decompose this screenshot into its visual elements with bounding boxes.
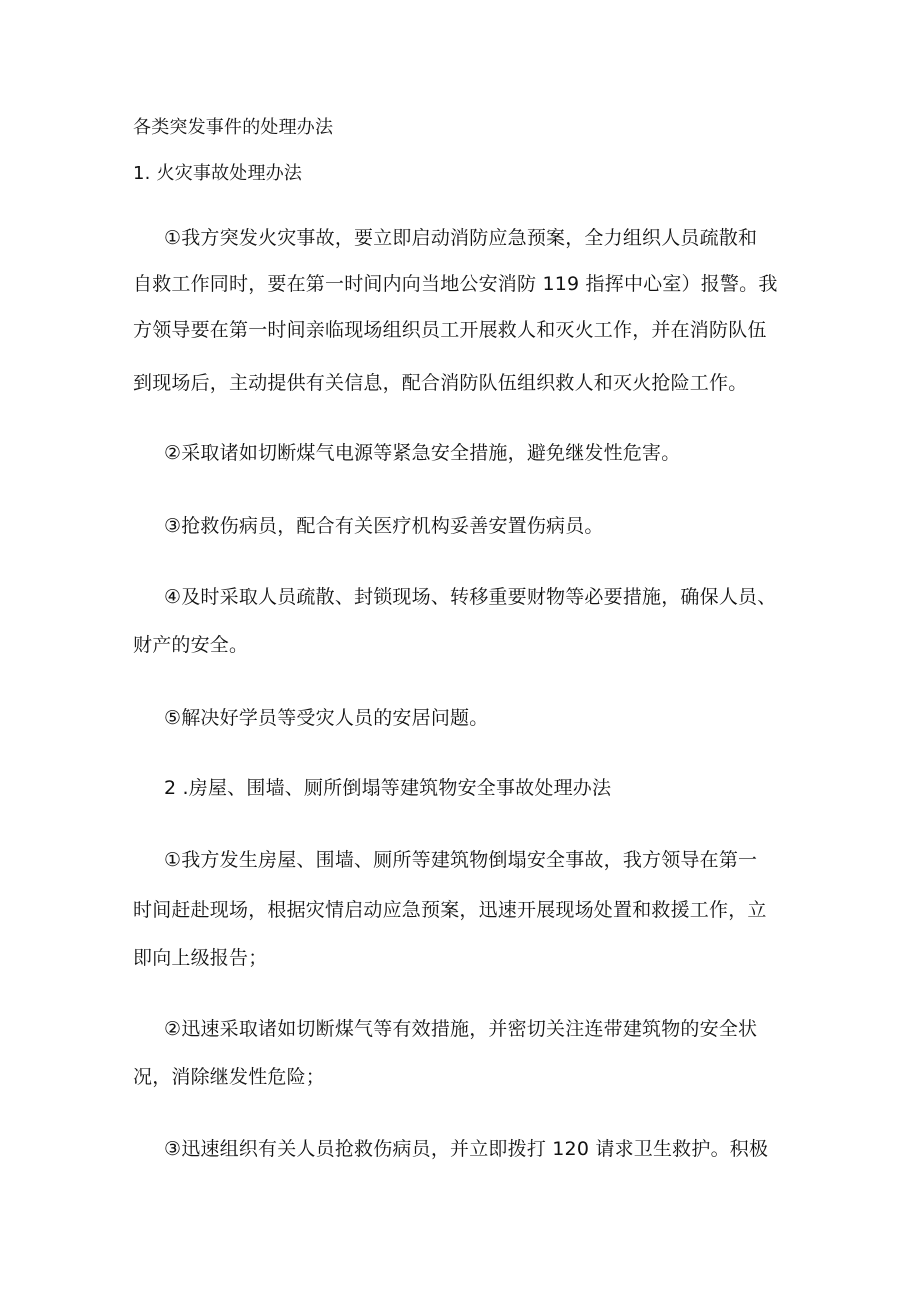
section-2-paragraph-3-line-1: ③迅速组织有关人员抢救伤病员，并立即拨打 120 请求卫生救护。积极	[164, 1138, 769, 1160]
section-1-paragraph-5: ⑤解决好学员等受灾人员的安居问题。	[164, 707, 489, 729]
section-1-heading: 1. 火灾事故处理办法	[133, 163, 303, 184]
section-2-paragraph-1-line-3: 即向上级报告；	[133, 947, 268, 969]
section-2-paragraph-1-line-2: 时间赶赴现场，根据灾情启动应急预案，迅速开展现场处置和救援工作，立	[133, 899, 767, 921]
document-title: 各类突发事件的处理办法	[133, 117, 334, 138]
section-1-paragraph-1-line-4: 到现场后，主动提供有关信息，配合消防队伍组织救人和灭火抢险工作。	[133, 372, 748, 394]
section-1-paragraph-3: ③抢救伤病员，配合有关医疗机构妥善安置伤病员。	[164, 515, 604, 537]
section-2-heading: 2 .房屋、围墙、厕所倒塌等建筑物安全事故处理办法	[164, 777, 612, 799]
section-2-paragraph-1-line-1: ①我方发生房屋、围墙、厕所等建筑物倒塌安全事故，我方领导在第一	[164, 849, 758, 871]
section-1-paragraph-4-line-1: ④及时采取人员疏散、封锁现场、转移重要财物等必要措施，确保人员、	[164, 586, 777, 608]
section-1-paragraph-1-line-3: 方领导要在第一时间亲临现场组织员工开展救人和灭火工作，并在消防队伍	[133, 319, 767, 341]
section-2-paragraph-2-line-1: ②迅速采取诸如切断煤气等有效措施，并密切关注连带建筑物的安全状	[164, 1018, 758, 1040]
section-1-paragraph-1-line-2: 自救工作同时，要在第一时间内向当地公安消防 119 指挥中心室）报警。我	[133, 273, 778, 295]
section-1-paragraph-4-line-2: 财产的安全。	[133, 634, 249, 656]
section-1-paragraph-2: ②采取诸如切断煤气电源等紧急安全措施，避免继发性危害。	[164, 442, 681, 464]
section-1-paragraph-1-line-1: ①我方突发火灾事故，要立即启动消防应急预案，全力组织人员疏散和	[164, 227, 758, 249]
section-2-paragraph-2-line-2: 况，消除继发性危险；	[133, 1066, 326, 1088]
